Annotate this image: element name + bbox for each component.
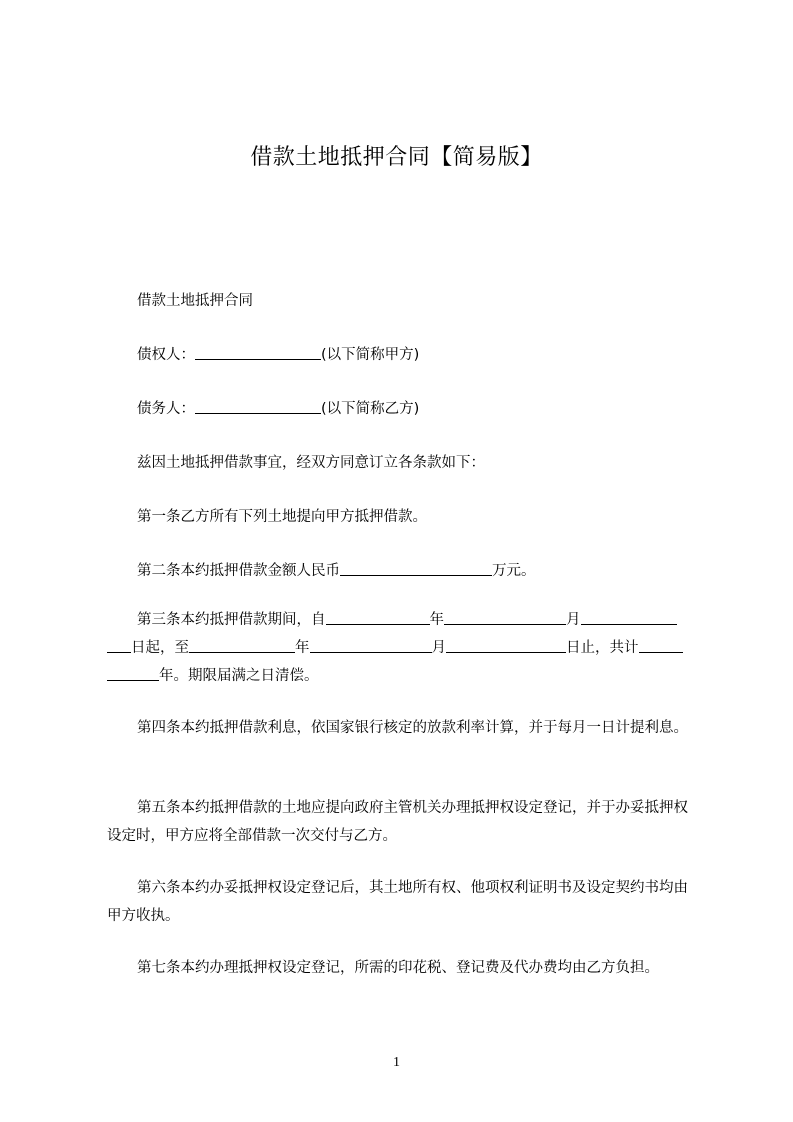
end-year-blank[interactable]: [189, 638, 295, 653]
article-1: 第一条乙方所有下列土地提向甲方抵押借款。: [137, 509, 427, 525]
page-number: 1: [393, 1055, 400, 1070]
article-3-year: 年: [429, 612, 444, 628]
article-3-month: 月: [566, 612, 581, 628]
article-3-line-3: [107, 662, 702, 690]
start-day-blank-a[interactable]: [581, 610, 677, 625]
start-month-blank[interactable]: [444, 610, 566, 625]
article-2: [137, 557, 702, 585]
article-6: 第六条本约办妥抵押权设定登记后，其土地所有权、他项权利证明书及设定契约书均由甲方收执。: [107, 880, 688, 924]
article-4: 第四条本约抵押借款利息，依国家银行核定的放款利率计算，并于每月一日计提利息。: [137, 720, 688, 736]
article-3-stop: 日止，共计: [566, 640, 639, 656]
article-3-month2: 月: [431, 640, 446, 656]
end-day-blank[interactable]: [446, 638, 566, 653]
article-3-line-2: [107, 634, 702, 662]
total-years-blank-b[interactable]: [107, 666, 159, 681]
intro-paragraph: 兹因土地抵押借款事宜，经双方同意订立各条款如下：: [137, 455, 485, 471]
article-2-suffix: 万元。: [492, 563, 536, 579]
amount-blank[interactable]: [340, 561, 492, 576]
article-3-line-1: [137, 606, 702, 634]
debtor-blank[interactable]: [195, 399, 321, 414]
creditor-blank[interactable]: [195, 345, 321, 360]
article-7: 第七条本约办理抵押权设定登记，所需的印花税、登记费及代办费均由乙方负担。: [137, 960, 659, 976]
creditor-label: 债权人：: [137, 347, 195, 363]
article-5: 第五条本约抵押借款的土地应提向政府主管机关办理抵押权设定登记，并于办妥抵押权设定时，甲方应将全部借款一次交付与乙方。: [107, 800, 688, 844]
article-3-tail: 年。期限届满之日清偿。: [159, 668, 319, 684]
debtor-line: [137, 395, 702, 423]
contract-heading: 借款土地抵押合同: [137, 293, 253, 309]
article-3-year2: 年: [295, 640, 310, 656]
start-year-blank[interactable]: [326, 610, 430, 625]
start-day-blank-b[interactable]: [107, 638, 131, 653]
document-title: 借款土地抵押合同【简易版】: [250, 145, 543, 170]
debtor-suffix: (以下简称乙方): [321, 401, 420, 417]
end-month-blank[interactable]: [310, 638, 432, 653]
debtor-label: 债务人：: [137, 401, 195, 417]
article-3-prefix: 第三条本约抵押借款期间，自: [137, 612, 326, 628]
creditor-line: [137, 341, 702, 369]
article-3-day: 日起，至: [131, 640, 189, 656]
article-2-prefix: 第二条本约抵押借款金额人民币: [137, 563, 340, 579]
total-years-blank-a[interactable]: [639, 638, 683, 653]
creditor-suffix: (以下简称甲方): [321, 347, 420, 363]
